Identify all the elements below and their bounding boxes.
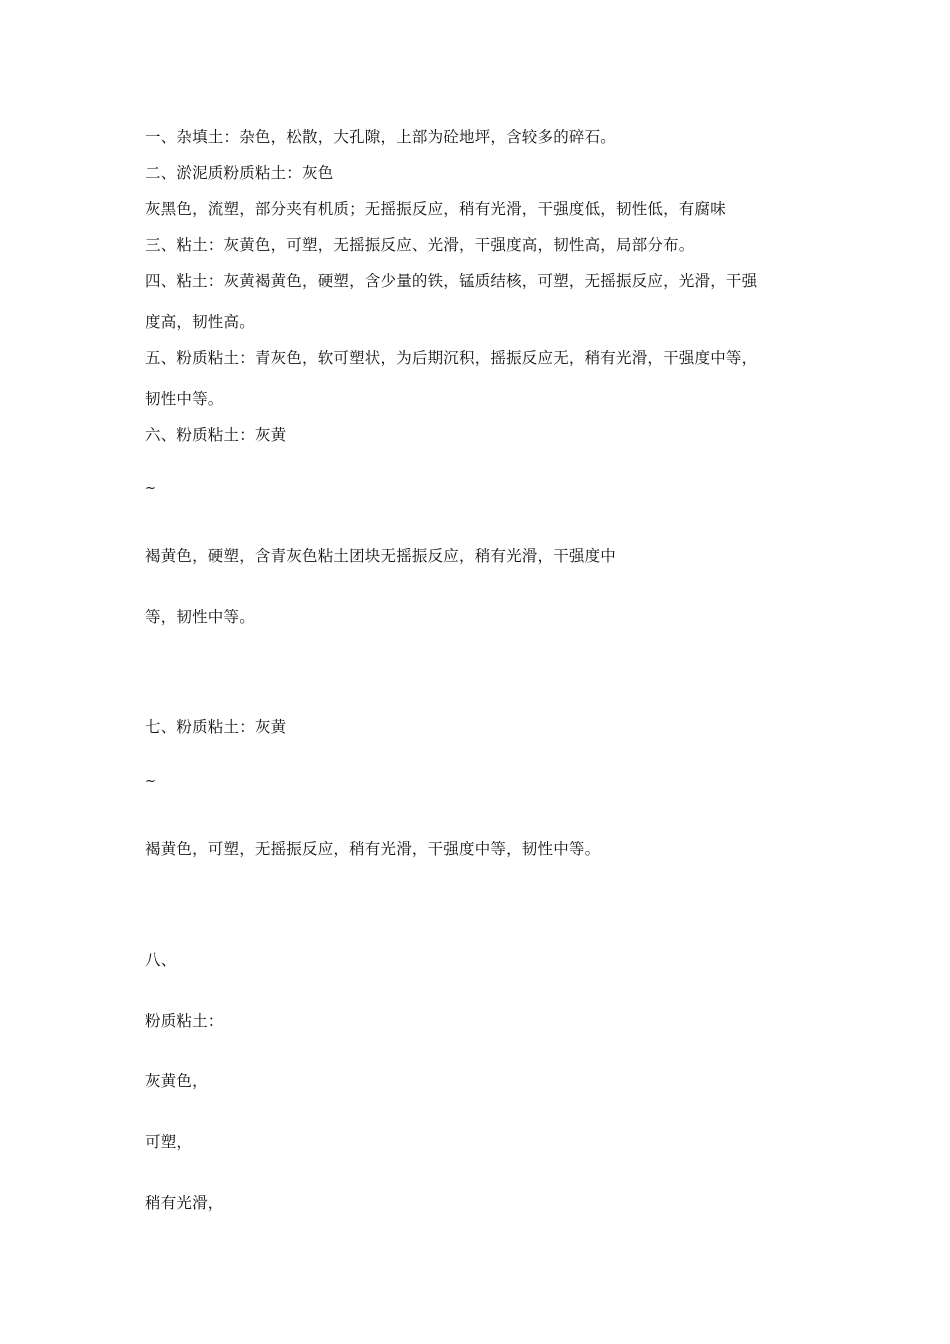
- layer-2-description: 灰黑色，流塑，部分夹有机质；无摇振反应，稍有光滑，干强度低，韧性低，有腐味: [145, 200, 726, 218]
- layer-5-description-line-2: 韧性中等。: [145, 390, 224, 408]
- layer-7-description: 褐黄色，可塑，无摇振反应，稍有光滑，干强度中等，韧性中等。: [145, 840, 601, 858]
- layer-5-description-line-1: 五、粉质粘土：青灰色，软可塑状，为后期沉积，摇振反应无，稍有光滑，干强度中等，: [145, 349, 758, 367]
- layer-8-surface: 稍有光滑，: [145, 1194, 224, 1212]
- layer-1-description: 一、杂填土：杂色，松散，大孔隙，上部为砼地坪，含较多的碎石。: [145, 128, 617, 146]
- layer-4-description-line-2: 度高，韧性高。: [145, 313, 255, 331]
- layer-6-description-line-2: 等，韧性中等。: [145, 608, 255, 626]
- layer-7-range-tilde: ~: [145, 774, 157, 789]
- layer-8-soil-type: 粉质粘土：: [145, 1012, 224, 1030]
- layer-6-description-line-1: 褐黄色，硬塑，含青灰色粘土团块无摇振反应，稍有光滑，干强度中: [145, 547, 617, 565]
- layer-8-state: 可塑，: [145, 1133, 193, 1151]
- layer-8-color: 灰黄色，: [145, 1072, 208, 1090]
- layer-3-description: 三、粘土：灰黄色，可塑，无摇振反应、光滑，干强度高，韧性高，局部分布。: [145, 236, 695, 254]
- layer-7-heading: 七、粉质粘土：灰黄: [145, 718, 287, 736]
- layer-2-heading: 二、淤泥质粉质粘土：灰色: [145, 164, 334, 182]
- layer-8-heading: 八、: [145, 951, 177, 969]
- layer-4-description-line-1: 四、粘土：灰黄褐黄色，硬塑，含少量的铁，锰质结核，可塑，无摇振反应，光滑，干强: [145, 272, 758, 290]
- layer-6-heading: 六、粉质粘土：灰黄: [145, 426, 287, 444]
- layer-6-range-tilde: ~: [145, 481, 157, 496]
